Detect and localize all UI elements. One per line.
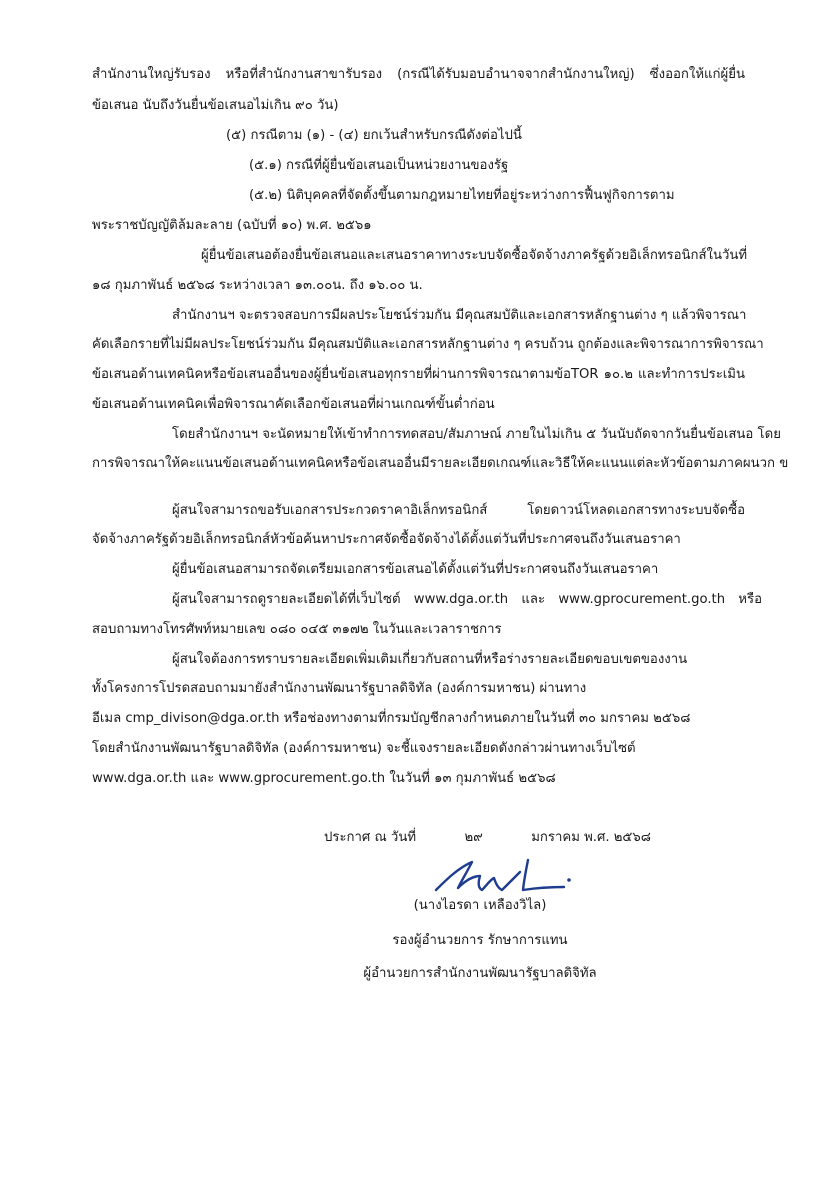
- text-line-7: ผู้ยื่นข้อเสนอต้องยื่นข้อเสนอและเสนอราคาทางระบบจัดซื้อจัดจ้างภาครัฐด้วยอิเล็กทรอนิกส์ในวันที่: [201, 248, 748, 263]
- text-line-12: ข้อเสนอด้านเทคนิคเพื่อพิจารณาคัดเลือกข้อเสนอที่ผ่านเกณฑ์ขั้นต่ำก่อน: [92, 397, 495, 412]
- text-line-21: ทั้งโครงการโปรดสอบถามมายังสำนักงานพัฒนารัฐบาลดิจิทัล (องค์การมหาชน) ผ่านทาง: [92, 681, 587, 696]
- text-line-11: ข้อเสนอด้านเทคนิคหรือข้อเสนออื่นของผู้ยื่นข้อเสนอทุกรายที่ผ่านการพิจารณาตามข้อTOR ๑๐.๒ และทำการประเมิน: [92, 367, 745, 382]
- announce-day: ๒๙: [464, 830, 483, 845]
- signatory-position: รองผู้อำนวยการ รักษาการแทน: [392, 933, 568, 948]
- text-line-23: โดยสำนักงานพัฒนารัฐบาลดิจิทัล (องค์การมหาชน) จะชี้แจงรายละเอียดดังกล่าวผ่านทางเว็บไซต์: [92, 741, 636, 756]
- text-line-9: สำนักงานฯ จะตรวจสอบการมีผลประโยชน์ร่วมกัน มีคุณสมบัติและเอกสารหลักฐานต่าง ๆ แล้วพิจารณา: [172, 308, 747, 323]
- text-line-16: จัดจ้างภาครัฐด้วยอิเล็กทรอนิกส์หัวข้อค้นหาประกาศจัดซื้อจัดจ้างได้ตั้งแต่วันที่ประกาศจนถึงวันเสนอราคา: [92, 532, 681, 547]
- signatory-name: (นางไอรดา เหลืองวิไล): [413, 898, 547, 913]
- text-line-5: (๕.๒) นิติบุคคลที่จัดตั้งขึ้นตามกฎหมายไทยที่อยู่ระหว่างการฟื้นฟูกิจการตาม: [249, 188, 675, 203]
- text-line-20: ผู้สนใจต้องการทราบรายละเอียดเพิ่มเติมเกี่ยวกับสถานที่หรือร่างรายละเอียดขอบเขตของงาน: [172, 652, 688, 667]
- text-line-24: www.dga.or.th และ www.gprocurement.go.th ในวันที่ ๑๓ กุมภาพันธ์ ๒๕๖๘: [92, 771, 556, 786]
- text-line-10: คัดเลือกรายที่ไม่มีผลประโยชน์ร่วมกัน มีคุณสมบัติและเอกสารหลักฐานต่าง ๆ ครบถ้วน ถูกต้องและพิจารณาการพิจารณา: [92, 337, 764, 352]
- text-line-17: ผู้ยื่นข้อเสนอสามารถจัดเตรียมเอกสารข้อเสนอได้ตั้งแต่วันที่ประกาศจนถึงวันเสนอราคา: [172, 562, 659, 577]
- announce-label: ประกาศ ณ วันที่: [324, 830, 417, 845]
- text-line-18: ผู้สนใจสามารถดูรายละเอียดได้ที่เว็บไซต์ www.dga.or.th และ www.gprocurement.go.th หรือ: [172, 592, 762, 607]
- text-line-15: ผู้สนใจสามารถขอรับเอกสารประกวดราคาอิเล็กทรอนิกส์ โดยดาวน์โหลดเอกสารทางระบบจัดซื้อ: [172, 503, 745, 518]
- text-line-22: อีเมล cmp_divison@dga.or.th หรือช่องทางตามที่กรมบัญชีกลางกำหนดภายในวันที่ ๓๐ มกราคม ๒๕๖๘: [92, 711, 691, 726]
- text-line-13: โดยสำนักงานฯ จะนัดหมายให้เข้าทำการทดสอบ/สัมภาษณ์ ภายในไม่เกิน ๕ วันนับถัดจากวันยื่นข้อเสนอ โดย: [172, 427, 781, 442]
- text-line-2: ข้อเสนอ นับถึงวันยื่นข้อเสนอไม่เกิน ๙๐ วัน): [92, 98, 339, 113]
- text-line-1: สำนักงานใหญ่รับรอง หรือที่สำนักงานสาขารับรอง (กรณีได้รับมอบอำนาจจากสำนักงานใหญ่) ซึ่งออกให้แก่ผู้ยื่น: [92, 67, 745, 82]
- text-line-19: สอบถามทางโทรศัพท์หมายเลข ๐๘๐ ๐๔๕ ๓๑๗๒ ในวันและเวลาราชการ: [92, 622, 502, 637]
- signature-image: [428, 850, 578, 900]
- text-line-6: พระราชบัญญัติล้มละลาย (ฉบับที่ ๑๐) พ.ศ. ๒๕๖๑: [92, 218, 372, 233]
- announce-month-year: มกราคม พ.ศ. ๒๕๖๘: [531, 830, 651, 845]
- text-line-4: (๕.๑) กรณีที่ผู้ยื่นข้อเสนอเป็นหน่วยงานของรัฐ: [249, 158, 509, 173]
- text-line-3: (๕) กรณีตาม (๑) - (๔) ยกเว้นสำหรับกรณีดังต่อไปนี้: [226, 128, 522, 143]
- text-line-8: ๑๘ กุมภาพันธ์ ๒๕๖๘ ระหว่างเวลา ๑๓.๐๐น. ถึง ๑๖.๐๐ น.: [92, 278, 423, 293]
- signatory-title: ผู้อำนวยการสำนักงานพัฒนารัฐบาลดิจิทัล: [363, 966, 597, 981]
- announce-line: [324, 829, 651, 847]
- text-line-14: การพิจารณาให้คะแนนข้อเสนอด้านเทคนิคหรือข้อเสนออื่นมีรายละเอียดเกณฑ์และวิธีให้คะแนนแต่ละหัวข้อตามภาคผนวก ข: [92, 456, 789, 471]
